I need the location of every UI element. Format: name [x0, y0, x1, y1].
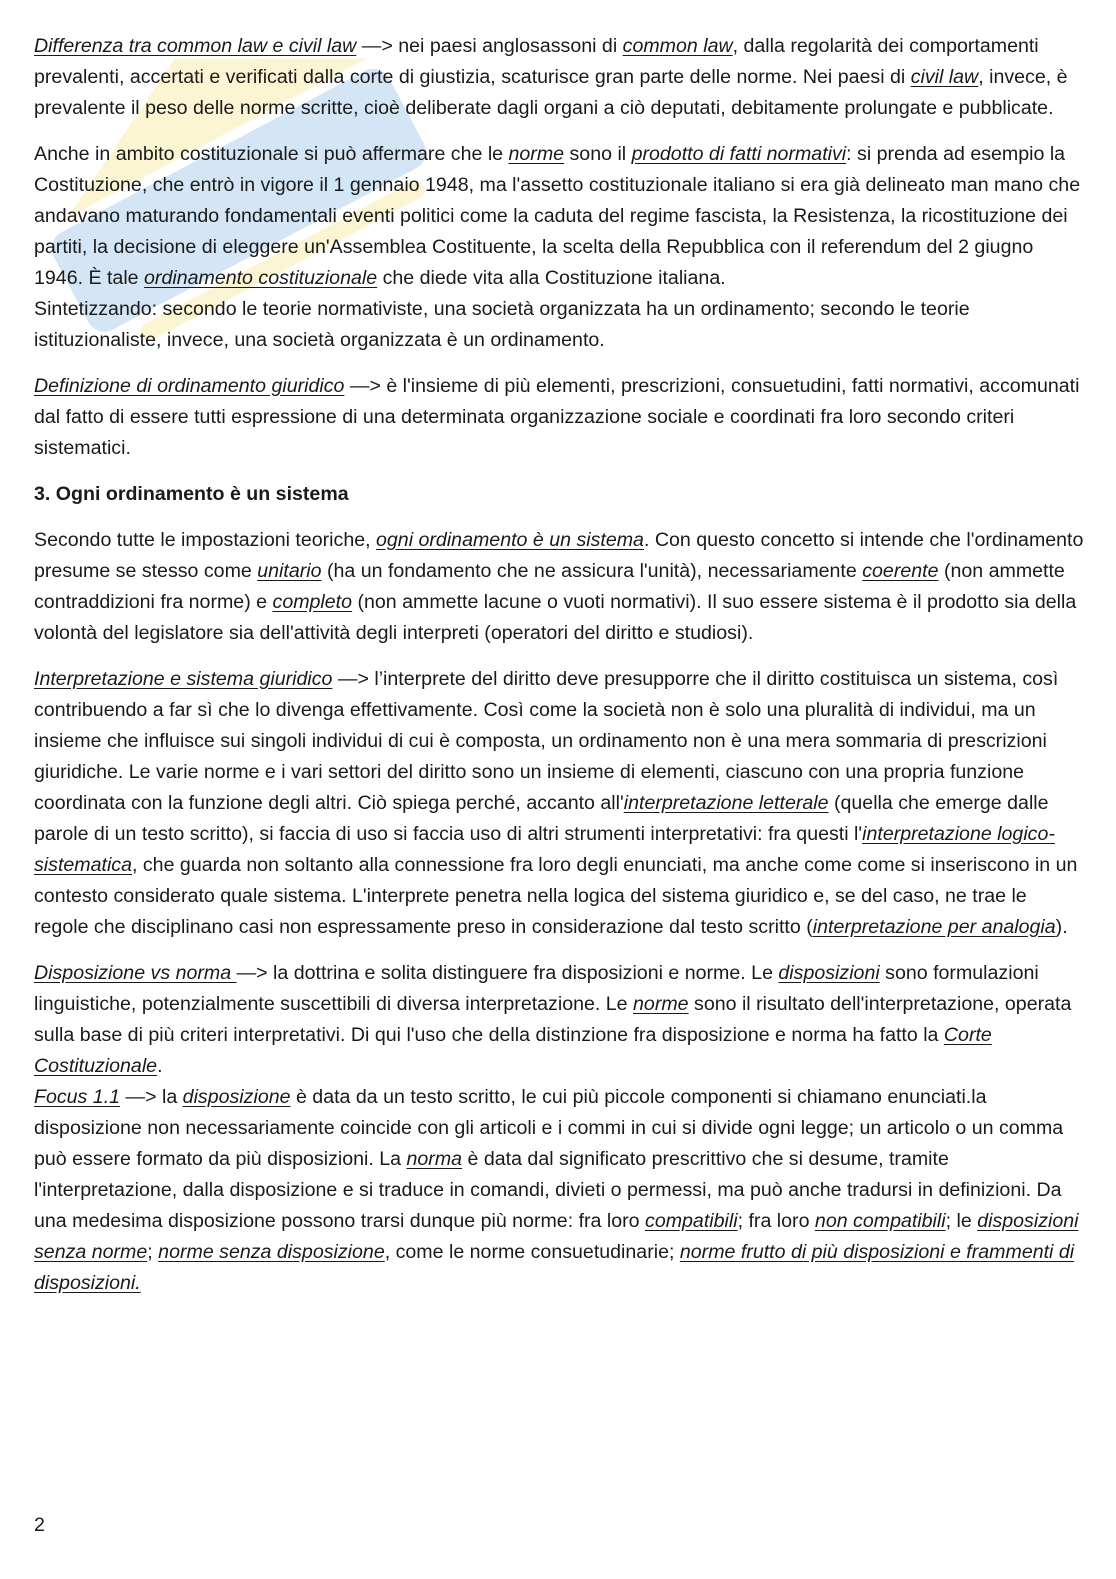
paragraph-common-civil-law: Differenza tra common law e civil law —> nei paesi anglosassoni di common law, dalla regolarità dei comportamenti prevalenti, accertati e verificati dalla corte di giustizia, scaturisce gran parte delle norme. Nei paesi di civil law, invece, è prevalente il peso delle norme scritte, cioè deliberate dagli organi a ciò deputati, debitamente prolungate e pubblicate. [34, 35, 1068, 119]
term-disposizione-norma: Disposizione vs norma [34, 962, 237, 984]
document-page [34, 31, 1084, 1314]
page-number: 2 [34, 1514, 45, 1536]
term-interpretazione-sistema: Interpretazione e sistema giuridico [34, 668, 333, 690]
term-definizione-ordinamento: Definizione di ordinamento giuridico [34, 375, 345, 397]
paragraph-ambito-costituzionale: Anche in ambito costituzionale si può affermare che le norme sono il prodotto di fatti normativi: si prenda ad esempio la Costituzione, che entrò in vigore il 1 gennaio 1948, ma l'assetto costituzionale italiano si era già delineato man mano che andavano maturando fondamentali eventi politici come la caduta del regime fascista, la Resistenza, la ricostituzione dei partiti, la decisione di eleggere un'Assemblea Costituente, la scelta della Repubblica con il referendum del 2 giugno 1946. È tale ordinamento costituzionale che diede vita alla Costituzione italiana. [34, 143, 1081, 289]
paragraph-sintetizzando: Sintetizzando: secondo le teorie normativiste, una società organizzata ha un ordinamento; secondo le teorie istituzionaliste, invece, una società organizzata è un ordinamento. [34, 298, 970, 351]
paragraph-definizione-ordinamento: Definizione di ordinamento giuridico —> è l'insieme di più elementi, prescrizioni, consuetudini, fatti normativi, accomunati dal fatto di essere tutti espressione di una determinata organizzazione sociale e coordinati fra loro secondo criteri sistematici. [34, 375, 1080, 459]
section-heading: 3. Ogni ordinamento è un sistema [34, 483, 349, 505]
paragraph-interpretazione-sistema: Interpretazione e sistema giuridico —> l’interprete del diritto deve presupporre che il diritto costituisca un sistema, così contribuendo a far sì che lo divenga effettivamente. Così come la società non è solo una pluralità di individui, ma un insieme che influisce sui singoli individui di cui è composta, un ordinamento non è una mera sommaria di prescrizioni giuridiche. Le varie norme e i vari settori del diritto sono un insieme di elementi, ciascuno con una propria funzione coordinata con la funzione degli altri. Ciò spiega perché, accanto all'interpretazione letterale (quella che emerge dalle parole di un testo scritto), si faccia di uso si faccia uso di altri strumenti interpretativi: fra questi l'interpretazione logico-sistematica, che guarda non soltanto alla connessione fra loro degli enunciati, ma anche come come si inseriscono in un contesto considerato quale sistema. L'interprete penetra nella logica del sistema giuridico e, se del caso, ne trae le regole che disciplinano casi non espressamente preso in considerazione dal testo scritto (interpretazione per analogia). [34, 668, 1078, 938]
term-common-civil-law: Differenza tra common law e civil law [34, 35, 357, 57]
paragraph-disposizione-norma: Disposizione vs norma —> la dottrina e solita distinguere fra disposizioni e norme. Le disposizioni sono formulazioni linguistiche, potenzialmente suscettibili di diversa interpretazione. Le norme sono il risultato dell'interpretazione, operata sulla base di più criteri interpretativi. Di qui l'uso che della distinzione fra disposizione e norma ha fatto la Corte Costituzionale. [34, 962, 1072, 1077]
paragraph-ordinamento-sistema: Secondo tutte le impostazioni teoriche, ogni ordinamento è un sistema. Con questo concetto si intende che l'ordinamento presume se stesso come unitario (ha un fondamento che ne assicura l'unità), necessariamente coerente (non ammette contraddizioni fra norme) e completo (non ammette lacune o vuoti normativi). Il suo essere sistema è il prodotto sia della volontà del legislatore sia dell'attività degli interpreti (operatori del diritto e studiosi). [34, 529, 1084, 644]
term-focus: Focus 1.1 [34, 1086, 121, 1108]
paragraph-focus: Focus 1.1 —> la disposizione è data da un testo scritto, le cui più piccole componenti si chiamano enunciati.la disposizione non necessariamente coincide con gli articoli e i commi in cui si divide ogni legge; un articolo o un comma può essere formato da più disposizioni. La norma è data dal significato prescrittivo che si desume, tramite l'interpretazione, dalla disposizione e si traduce in comandi, divieti o permessi, ma può anche tradursi in definizioni. Da una medesima disposizione possono trarsi dunque più norme: fra loro compatibili; fra loro non compatibili; le disposizioni senza norme; norme senza disposizione, come le norme consuetudinarie; norme frutto di più disposizioni e frammenti di disposizioni. [34, 1086, 1079, 1294]
